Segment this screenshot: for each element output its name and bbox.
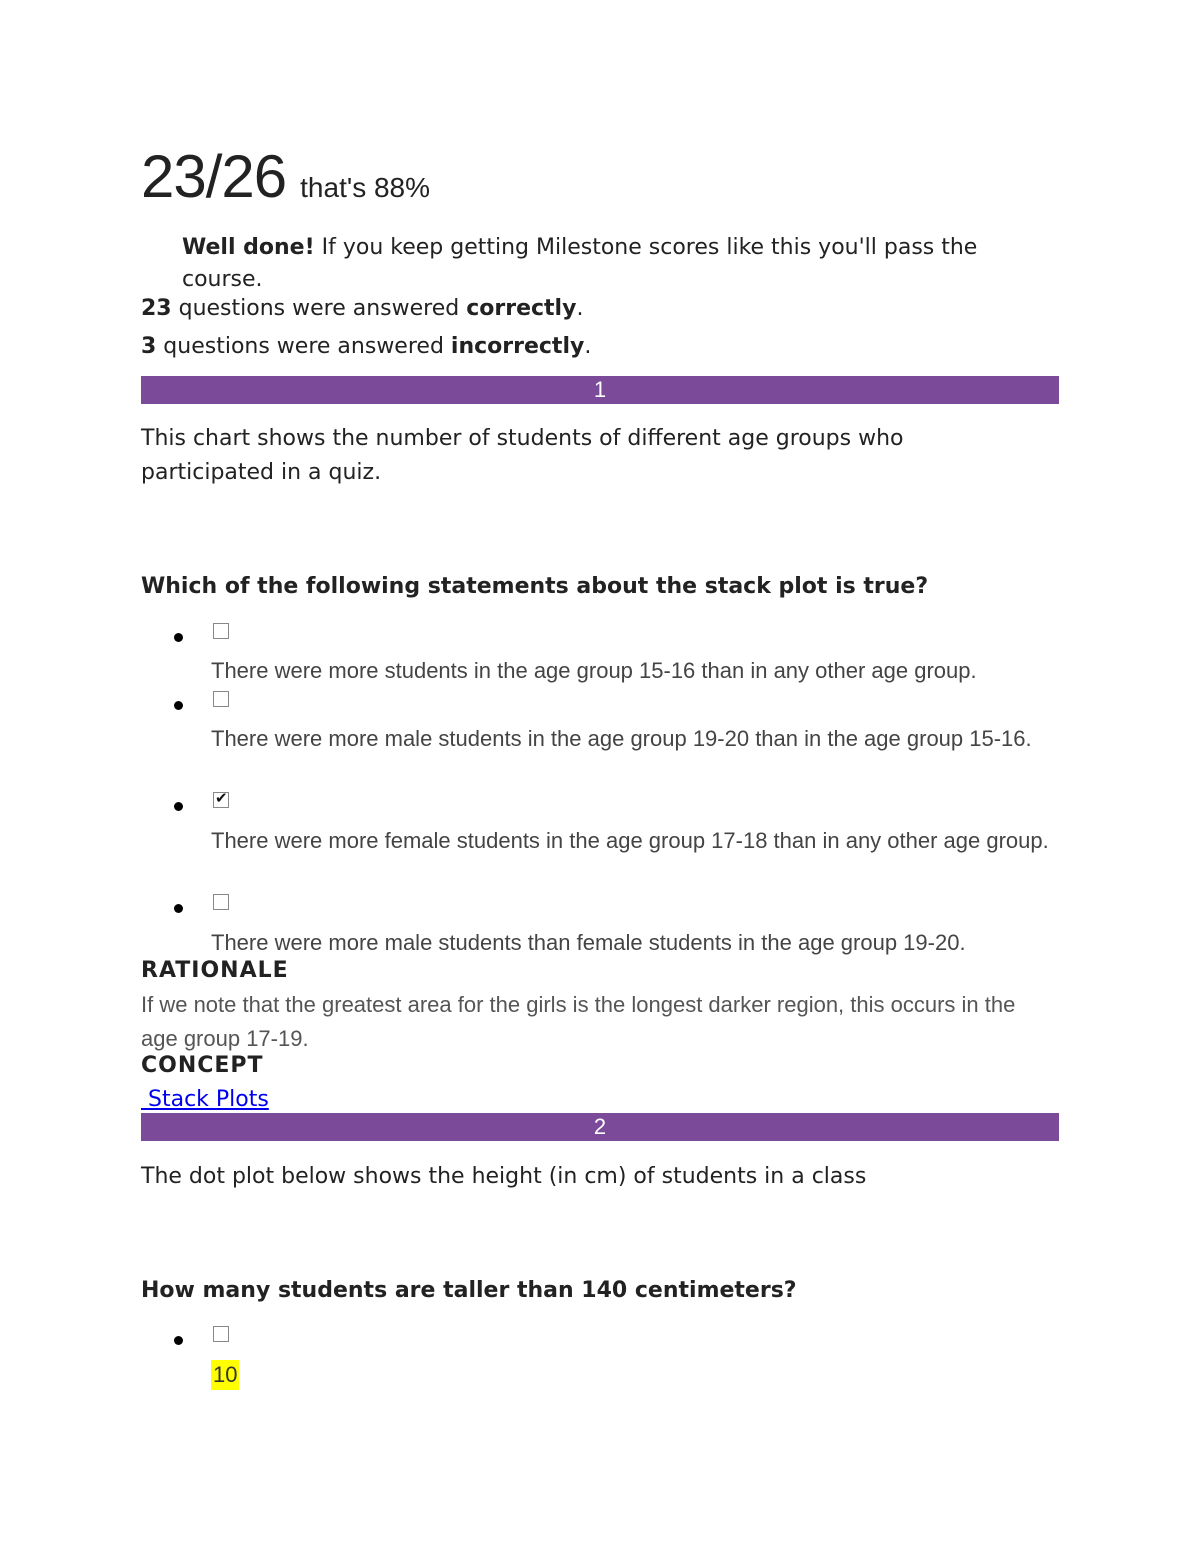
correct-summary-text: questions were answered <box>171 296 467 321</box>
correct-period: . <box>576 296 584 321</box>
feedback-message <box>182 232 1042 296</box>
question-2-number-bar: 2 <box>141 1113 1059 1141</box>
question-2-prompt: How many students are taller than 140 centimeters? <box>141 1278 797 1303</box>
incorrect-period: . <box>584 334 592 359</box>
option-1-checkbox[interactable] <box>213 623 229 639</box>
score-percent: that's 88% <box>300 172 431 203</box>
bullet-icon <box>174 802 183 811</box>
option-3-checkbox[interactable] <box>213 789 229 808</box>
question-1-number-bar: 1 <box>141 376 1059 404</box>
score-header <box>141 142 430 212</box>
option-2-text: There were more male students in the age group 19-20 than in the age group 15-16. <box>211 726 1032 751</box>
bullet-icon <box>174 904 183 913</box>
incorrect-count: 3 <box>141 334 157 359</box>
option-2-checkbox[interactable] <box>213 691 229 707</box>
rationale-text: If we note that the greatest area for the girls is the longest darker region, this occurs in the age group 17-19. <box>141 992 1016 1051</box>
incorrect-summary-text: questions were answered <box>156 334 451 359</box>
option-4-checkbox[interactable] <box>213 894 229 910</box>
bullet-icon <box>174 701 183 710</box>
incorrect-word: incorrectly <box>450 334 585 359</box>
correct-count: 23 <box>141 296 172 321</box>
q2-option-1-checkbox[interactable] <box>213 1326 229 1342</box>
feedback-text: If you keep getting Milestone scores like this you'll pass the course. <box>182 235 978 292</box>
question-1-prompt: Which of the following statements about the stack plot is true? <box>141 574 929 599</box>
concept-heading: CONCEPT <box>141 1053 264 1078</box>
bullet-icon <box>174 1336 183 1345</box>
option-1-text: There were more students in the age group 15-16 than in any other age group. <box>211 658 977 683</box>
bullet-icon <box>174 633 183 642</box>
question-2-intro: The dot plot below shows the height (in cm) of students in a class <box>141 1164 867 1189</box>
checkmark-icon: ✔ <box>215 789 228 807</box>
score-fraction: 23/26 <box>141 143 287 210</box>
option-3-text: There were more female students in the age group 17-18 than in any other age group. <box>211 828 1049 853</box>
q2-option-1-text: 10 <box>211 1360 239 1390</box>
concept-link-stack-plots[interactable]: Stack Plots <box>141 1087 269 1112</box>
rationale-heading: RATIONALE <box>141 958 289 983</box>
well-done-label: Well done! <box>182 235 315 260</box>
correct-word: correctly <box>466 296 577 321</box>
question-1-intro: This chart shows the number of students of different age groups who participated in a quiz. <box>141 426 904 485</box>
incorrect-summary <box>141 332 591 362</box>
correct-summary <box>141 294 583 324</box>
option-4-text: There were more male students than female students in the age group 19-20. <box>211 930 966 955</box>
